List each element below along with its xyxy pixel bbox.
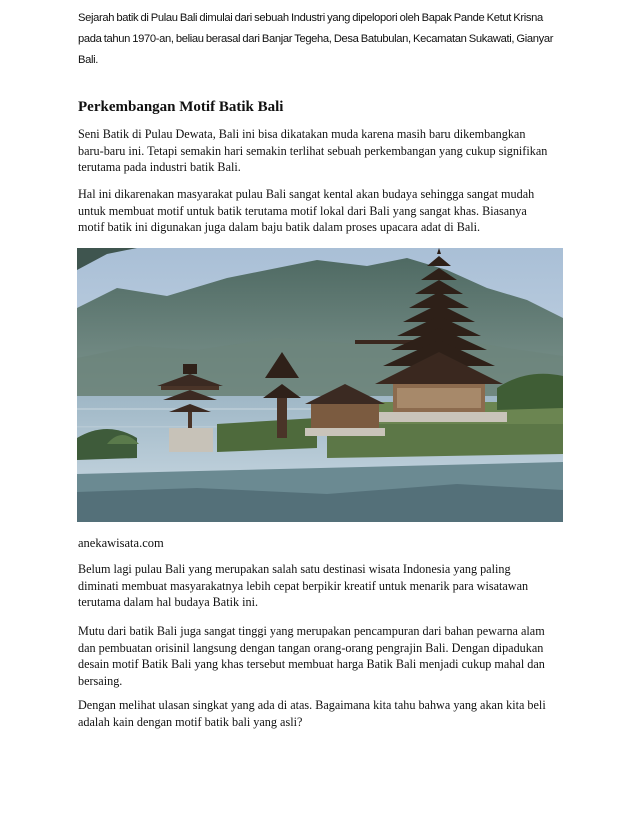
text-line: desain motif Batik Bali yang khas tersebut membuat harga Batik Bali menjadi cukup mahal dan: [78, 657, 545, 671]
paragraph: [78, 697, 568, 730]
text-line: diminati membuat masyarakatnya lebih cepat berpikir kreatif untuk menarik para wisatawan: [78, 578, 529, 593]
paragraph: [78, 561, 568, 611]
text-line: Belum lagi pulau Bali yang merupakan salah satu destinasi wisata Indonesia yang paling: [78, 562, 511, 576]
text-line: Bali.: [78, 54, 99, 66]
text-line: terutama pada industri batik Bali.: [78, 160, 241, 174]
temple-lake-photo: [77, 248, 563, 522]
text-line: Sejarah batik di Pulau Bali dimulai dari sebuah Industri yang dipelopori oleh Bapak Pande Ketut Krisna: [78, 12, 543, 24]
text-line: Hal ini dikarenakan masyarakat pulau Bali sangat kental akan budaya sehingga sangat mudah: [78, 187, 535, 201]
text-line: pada tahun 1970-an, beliau berasal dari Banjar Tegeha, Desa Batubulan, Kecamatan Sukawati, Gianyar: [78, 33, 554, 45]
text-line: Dengan melihat ulasan singkat yang ada di atas. Bagaimana kita tahu bahwa yang akan kita beli: [78, 698, 546, 712]
text-line: motif batik ini digunakan juga dalam baju batik dalam proses upacara adat di Bali.: [78, 220, 481, 234]
image-caption: anekawisata.com: [78, 536, 164, 550]
text-line: baru-baru ini. Tetapi semakin hari semakin terlihat sebuah perkembangan yang cukup signifikan: [78, 143, 548, 158]
text-line: adalah kain dengan motif batik bali yang asli?: [78, 714, 303, 729]
paragraph: [78, 126, 568, 176]
text-line: terutama dalam hal budaya Batik ini.: [78, 595, 259, 609]
text-line: Seni Batik di Pulau Dewata, Bali ini bisa dikatakan muda karena masih baru dikembangkan: [78, 127, 526, 141]
text-line: Mutu dari batik Bali juga sangat tinggi yang merupakan pencampuran dari bahan pewarna alam: [78, 624, 545, 638]
paragraph: [78, 186, 568, 236]
text-line: dan pembuatan orisinil langsung dengan tangan orang-orang pengrajin Bali. Dengan dipadukan: [78, 640, 544, 655]
section-heading: Perkembangan Motif Batik Bali: [78, 99, 284, 115]
text-line: untuk membuat motif untuk batik terutama motif lokal dari Bali yang sangat khas. Biasanya: [78, 203, 527, 218]
text-line: bersaing.: [78, 673, 123, 688]
paragraph: [78, 623, 568, 689]
intro-paragraph: [78, 8, 578, 71]
